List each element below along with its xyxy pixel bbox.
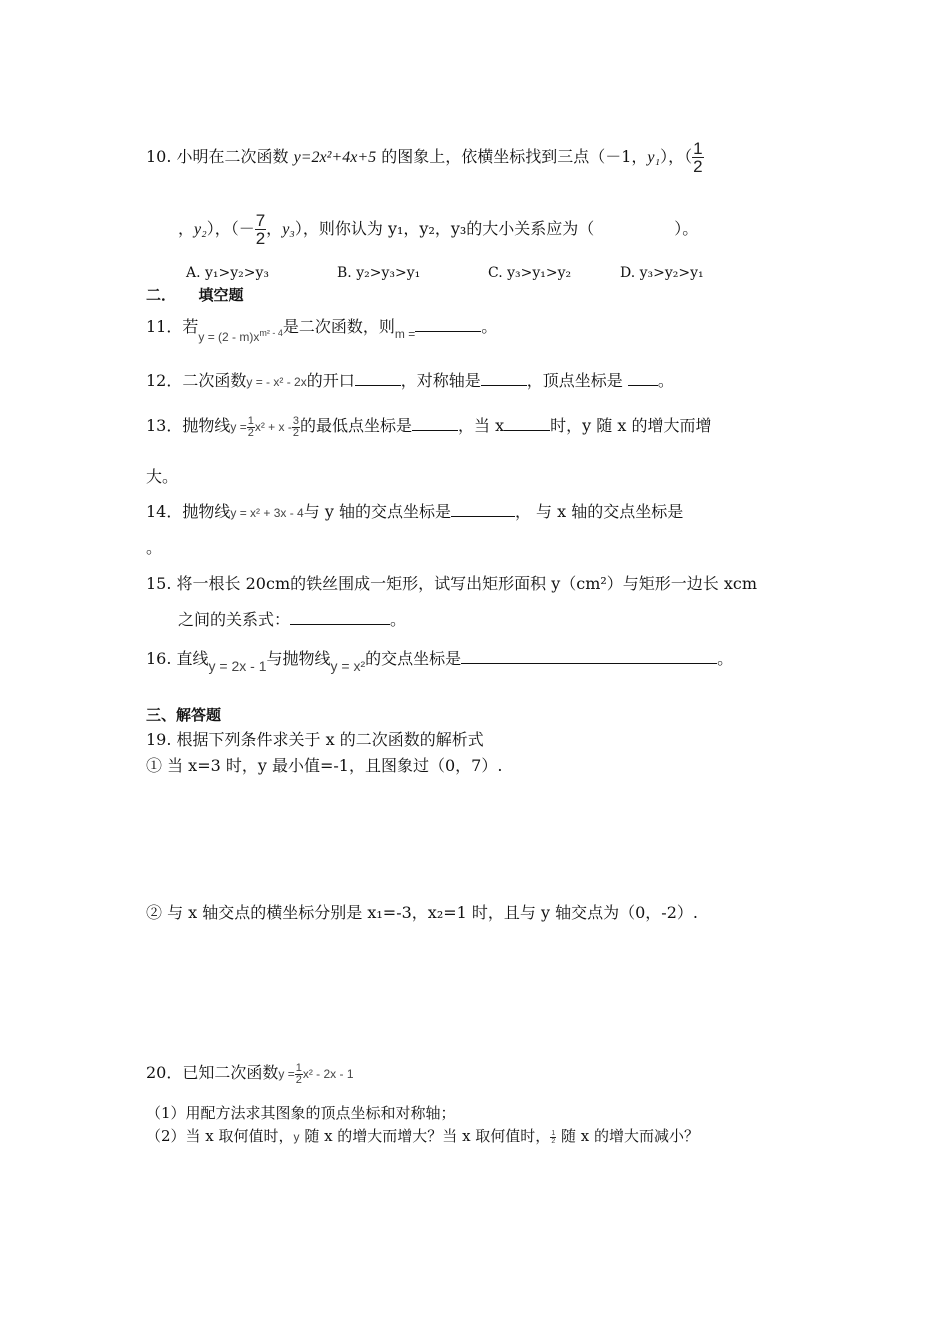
- q20-formula: y = $\frac{1}{2}$ x² - 2x - 1: [278, 1062, 354, 1087]
- q20-tiny-fraction: $\frac{1}{2}$: [551, 1129, 556, 1145]
- question-12: 12．二次函数y = - x² - 2x的开口 ，对称轴是 ，顶点坐标是 。: [146, 371, 674, 390]
- question-20-part-1: （1）用配方法求其图象的顶点坐标和对称轴；: [146, 1104, 456, 1122]
- question-13-line-2: 大。: [146, 467, 179, 486]
- q13-point-blank[interactable]: [412, 414, 458, 431]
- question-14-line-2: 。: [146, 538, 163, 557]
- q10-fraction-seven-halves: $\frac{7}{2}$: [255, 211, 266, 248]
- q11-answer-blank[interactable]: [415, 315, 481, 332]
- question-20: 20．已知二次函数y = $\frac{1}{2}$ x² - 2x - 1: [146, 1062, 354, 1087]
- q16-parabola-formula: y = x²: [330, 658, 366, 674]
- q16-answer-blank[interactable]: [461, 647, 717, 664]
- question-13: 13．抛物线y = $\frac{1}{2}$ x² + x - $\frac{3}{2}$ 的最低点坐标是 ，当 x 时，y 随 x 的增大而增: [146, 415, 712, 440]
- q11-m: m =: [394, 327, 416, 341]
- q10-y3: y₃: [282, 221, 295, 238]
- q16-line-formula: y = 2x - 1: [208, 658, 267, 674]
- question-14: 14．抛物线y = x² + 3x - 4与 y 轴的交点坐标是 ， 与 x 轴的交点坐标是: [146, 502, 684, 521]
- question-19-part-2: ② 与 x 轴交点的横坐标分别是 x₁=-3，x₂=1 时，且与 y 轴交点为（0，-2）.: [146, 903, 698, 922]
- question-15: 15. 将一根长 20cm的铁丝围成一矩形，试写出矩形面积 y（cm²）与矩形一边长 xcm: [146, 574, 758, 593]
- q14-y-intercept-blank[interactable]: [451, 500, 515, 517]
- q11-formula: y = (2 - m)xm² - 4: [198, 328, 283, 344]
- q10-option-b: B. y₂>y₃>y₁: [337, 265, 421, 281]
- q10-option-d: D. y₃>y₂>y₁: [620, 265, 704, 281]
- q13-x-blank[interactable]: [504, 414, 550, 431]
- q10-prefix: 10. 小明在二次函数: [146, 147, 294, 166]
- q12-axis-blank[interactable]: [481, 369, 527, 386]
- question-10-line-2: ，y₂），（－ $\frac{7}{2}$ ，y₃），则你认为 y₁，y₂，y₃的大小关系应为（ ）。: [178, 211, 699, 248]
- q10-fraction-half: $\frac{1}{2}$: [693, 139, 703, 176]
- q10-option-a: A. y₁>y₂>y₃: [186, 265, 270, 281]
- q10-text-2: ），（: [660, 147, 693, 166]
- q12-vertex-blank[interactable]: [628, 369, 658, 386]
- q15-answer-blank[interactable]: [290, 608, 390, 625]
- section-2-heading: 二． 填空题: [146, 286, 244, 304]
- q10-text: 的图象上，依横坐标找到三点（－1，: [376, 147, 648, 166]
- q14-formula: y = x² + 3x - 4: [230, 506, 304, 520]
- q12-opening-blank[interactable]: [355, 369, 401, 386]
- section-3-heading: 三、解答题: [146, 706, 222, 724]
- question-16: 16. 直线y = 2x - 1与抛物线y = x²的交点坐标是 。: [146, 649, 734, 674]
- question-15-line-2: 之间的关系式： 。: [178, 610, 407, 629]
- q10-y1: y₁: [647, 149, 661, 166]
- q10-function: y=2x²+4x+5: [293, 149, 377, 166]
- q13-formula: y = $\frac{1}{2}$ x² + x - $\frac{3}{2}$: [230, 415, 299, 440]
- q10-option-c: C. y₃>y₁>y₂: [488, 265, 572, 281]
- question-20-part-2: （2）当 x 取何值时，y 随 x 的增大而增大？当 x 取何值时， $\frac{1}{2}$ 随 x 的增大而减小？: [146, 1127, 699, 1145]
- question-19-title: 19. 根据下列条件求关于 x 的二次函数的解析式: [146, 730, 484, 749]
- q12-formula: y = - x² - 2x: [246, 375, 307, 389]
- question-11: 11．若$_{y = (2 - m)x^{m^2 - 4}}$是二次函数，则$_{m =}$ 。: [146, 317, 498, 344]
- q10-y2: y₂: [194, 221, 207, 238]
- question-10-line-1: [146, 140, 704, 175]
- question-19-part-1: ① 当 x=3 时，y 最小值=-1，且图象过（0，7）.: [146, 756, 503, 775]
